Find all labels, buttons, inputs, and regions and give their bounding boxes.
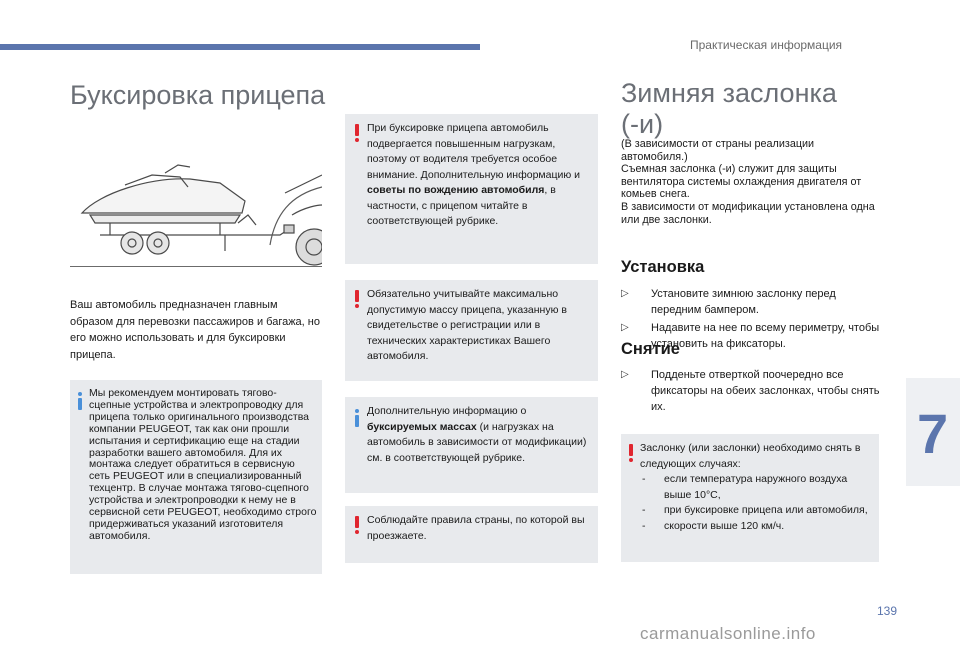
list-item-text: при буксировке прицепа или автомобиля, bbox=[664, 504, 868, 516]
install-heading: Установка bbox=[621, 258, 705, 276]
arrow-right-icon: ▷ bbox=[621, 288, 629, 299]
warning-text-part: , в частности, с прицепом читайте в соответствующей рубрике. bbox=[367, 184, 556, 227]
page-title: Буксировка прицепа bbox=[70, 80, 326, 110]
warning-box-country-rules bbox=[345, 506, 598, 563]
header-accent-bar bbox=[0, 44, 480, 50]
arrow-right-icon: ▷ bbox=[621, 369, 629, 380]
intro-paragraph: Съемная заслонка (-и) служит для защиты вентилятора системы охлаждения двигателя от комьев снега. bbox=[621, 163, 862, 201]
warning-icon bbox=[629, 444, 634, 462]
warning-box-max-mass bbox=[345, 280, 598, 381]
warning-icon bbox=[355, 516, 360, 534]
warning-box-text bbox=[367, 121, 593, 230]
install-step-text: Надавите на нее по всему периметру, чтобы установить на фиксаторы. bbox=[651, 322, 880, 350]
removal-heading: Снятие bbox=[621, 340, 680, 358]
warning-text-part: Дополнительную информацию и bbox=[420, 168, 581, 181]
info-icon bbox=[78, 392, 83, 410]
warning-box-removal-cases bbox=[621, 434, 879, 562]
winter-screen-intro bbox=[621, 138, 879, 226]
info-icon bbox=[355, 409, 360, 427]
illustration-baseline bbox=[70, 266, 322, 267]
removal-step-1 bbox=[621, 367, 883, 415]
info-box-accessories bbox=[70, 380, 322, 574]
warning-box-towing-load bbox=[345, 114, 598, 264]
winter-screen-title bbox=[621, 78, 837, 140]
trailer-illustration bbox=[70, 155, 322, 267]
warning-box-text: Обязательно учитывайте максимально допустимую массу прицепа, указанную в свидетельстве о регистрации или в технических характеристиках Вашего автомобиля. bbox=[367, 288, 567, 362]
install-step-1 bbox=[621, 286, 883, 318]
page-number: 139 bbox=[877, 604, 898, 618]
warning-box-text: Соблюдайте правила страны, по которой вы проезжаете. bbox=[367, 514, 585, 542]
info-text-bold: буксируемых массах bbox=[367, 420, 477, 433]
list-item-text: скорости выше 120 км/ч. bbox=[664, 519, 785, 532]
warning-lead-text: Заслонку (или заслонки) необходимо снять в следующих случаях: bbox=[640, 442, 861, 470]
removal-step-text: Подденьте отверткой поочередно все фиксаторы на обеих заслонках, чтобы снять их. bbox=[651, 369, 880, 413]
install-step-text: Установите зимнюю заслонку перед передним бампером. bbox=[651, 288, 836, 316]
warning-box-text bbox=[640, 441, 874, 534]
section-name: Практическая информация bbox=[690, 38, 843, 52]
info-box-towable-mass bbox=[345, 397, 598, 493]
info-box-text bbox=[367, 404, 593, 466]
warning-icon bbox=[355, 290, 360, 308]
list-item: - скорости выше 120 км/ч. bbox=[642, 519, 785, 532]
warning-text-bold: советы по вождению автомобиля bbox=[367, 184, 545, 196]
intro-paragraph: В зависимости от модификации установлена одна или две заслонки. bbox=[621, 200, 875, 226]
info-text-part: Дополнительную информацию о bbox=[367, 405, 527, 417]
list-item: - при буксировке прицепа или автомобиля, bbox=[642, 504, 868, 516]
list-item: - если температура наружного воздуха выше 10°C, bbox=[642, 473, 848, 501]
info-box-text: Мы рекомендуем монтировать тягово-сцепные устройства и электропроводку для прицепа только оригинального производства компании PEUGEOT, так как они прошли испытания и сертификацию еще на стадии разработки вашего автомобиля. Для их монтажа следует обратиться в сервисную сеть PEUGEOT или в специализированный техцентр. В случае монтажа тягово-сцепного устройства и электропроводки к нему не в сервисной сети PEUGEOT, необходимо строго придерживаться указаний изготовителя автомобиля. bbox=[89, 387, 317, 542]
winter-screen-title-line: Зимняя заслонка bbox=[621, 78, 837, 108]
warning-icon bbox=[355, 124, 360, 142]
towing-intro-text: Ваш автомобиль предназначен главным образом для перевозки пассажиров и багажа, но его можно использовать и для буксировки прицепа. bbox=[70, 299, 320, 361]
warning-text-part: При буксировке прицепа автомобиль подвергается повышенным нагрузкам, поэтому от водителя требуется особое внимание. bbox=[367, 122, 558, 181]
info-text-part: (и нагрузках на автомобиль в зависимости от модификации) см. в соответствующей рубрике. bbox=[367, 420, 587, 464]
intro-paragraph: (В зависимости от страны реализации автомобиля.) bbox=[621, 138, 815, 163]
list-item-text: если температура наружного воздуха выше 10°C, bbox=[664, 473, 848, 501]
arrow-right-icon: ▷ bbox=[621, 322, 629, 333]
chapter-number: 7 bbox=[917, 402, 949, 465]
watermark: carmanualsonline.info bbox=[640, 624, 816, 643]
winter-screen-title-line: (-и) bbox=[621, 109, 664, 139]
